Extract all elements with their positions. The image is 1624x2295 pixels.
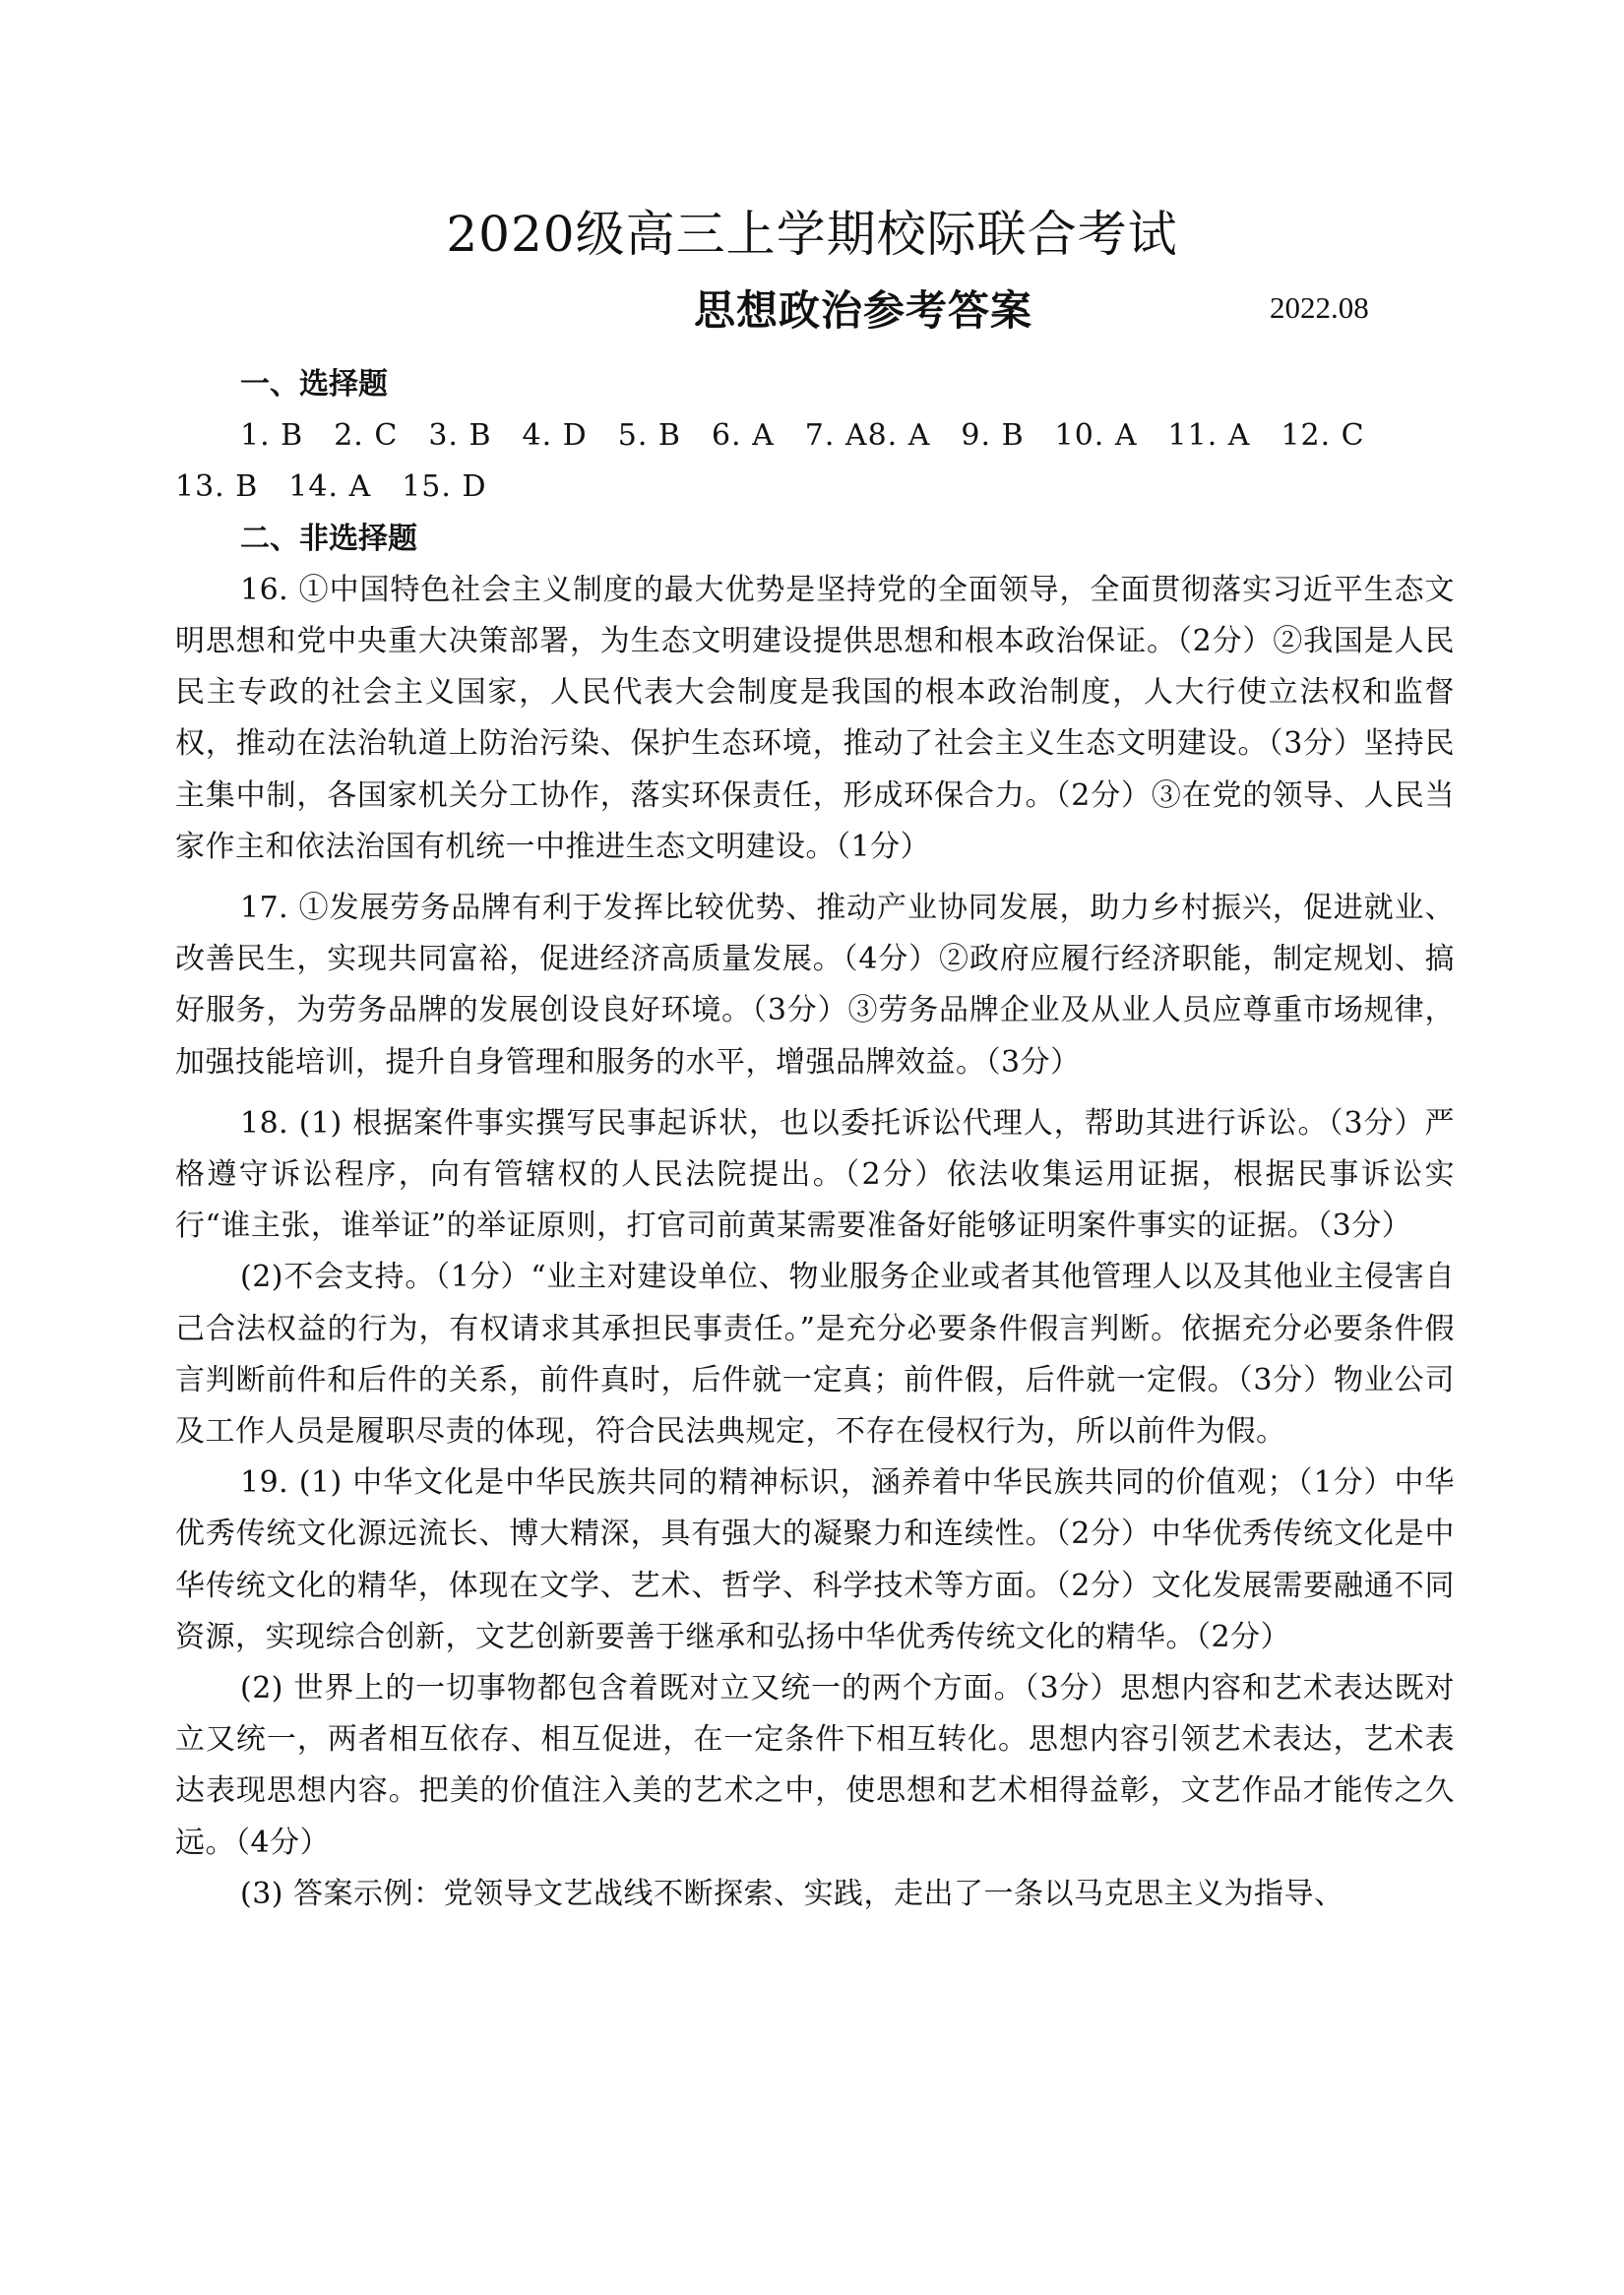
exam-date: 2022.08 — [1270, 290, 1369, 325]
answer-18-2: (2)不会支持。（1分）“业主对建设单位、物业服务企业或者其他管理人以及其他业主侵害自己合法权益的行为，有权请求其承担民事责任。”是充分必要条件假言判断。依据充分必要条件假言判断前件和后件的关系，前件真时，后件就一定真；前件假，后件就一定假。（3分）物业公司及工作人员是履职尽责的体现，符合民法典规定，不存在侵权行为，所以前件为假。 — [175, 1260, 1455, 1450]
answer-19-3: (3) 答案示例：党领导文艺战线不断探索、实践，走出了一条以马克思主义为指导、 — [240, 1876, 1344, 1911]
exam-title: 2020级高三上学期校际联合考试 — [446, 206, 1178, 263]
answer-19-1: 19. (1) 中华文化是中华民族共同的精神标识，涵养着中华民族共同的价值观；（1分）中华优秀传统文化源远流长、博大精深，具有强大的凝聚力和连续性。（2分）中华优秀传统文化是中华传统文化的精华，体现在文学、艺术、哲学、科学技术等方面。（2分）文化发展需要融通不同资源，实现综合创新，文艺创新要善于继承和弘扬中华优秀传统文化的精华。（2分） — [175, 1465, 1455, 1654]
section-heading-non-choice: 二、非选择题 — [240, 521, 417, 556]
answer-key-subtitle: 思想政治参考答案 — [694, 286, 1033, 335]
answer-17: 17. ①发展劳务品牌有利于发挥比较优势、推动产业协同发展，助力乡村振兴，促进就业、改善民生，实现共同富裕，促进经济高质量发展。（4分）②政府应履行经济职能，制定规划、搞好服务，为劳务品牌的发展创设良好环境。（3分）③劳务品牌企业及从业人员应尊重市场规律，加强技能培训，提升自身管理和服务的水平，增强品牌效益。（3分） — [175, 891, 1455, 1080]
answer-19-2: (2) 世界上的一切事物都包含着既对立又统一的两个方面。（3分）思想内容和艺术表达既对立又统一，两者相互依存、相互促进，在一定条件下相互转化。思想内容引领艺术表达，艺术表达表现思想内容。把美的价值注入美的艺术之中，使思想和艺术相得益彰，文艺作品才能传之久远。（4分） — [175, 1671, 1455, 1860]
answer-16: 16. ①中国特色社会主义制度的最大优势是坚持党的全面领导，全面贯彻落实习近平生态文明思想和党中央重大决策部署，为生态文明建设提供思想和根本政治保证。（2分）②我国是人民民主专政的社会主义国家，人民代表大会制度是我国的根本政治制度，人大行使立法权和监督权，推动在法治轨道上防治污染、保护生态环境，推动了社会主义生态文明建设。（3分）坚持民主集中制，各国家机关分工协作，落实环保责任，形成环保合力。（2分）③在党的领导、人民当家作主和依法治国有机统一中推进生态文明建设。（1分） — [175, 572, 1455, 864]
choice-answers-line-1: 1. B 2. C 3. B 4. D 5. B 6. A 7. A8. A 9. B 10. A 11. A 12. C — [240, 418, 1365, 454]
choice-answers-line-2: 13. B 14. A 15. D — [175, 469, 487, 505]
answer-18-1: 18. (1) 根据案件事实撰写民事起诉状，也以委托诉讼代理人，帮助其进行诉讼。（3分）严格遵守诉讼程序，向有管辖权的人民法院提出。（2分）依法收集运用证据，根据民事诉讼实行“谁主张，谁举证”的举证原则，打官司前黄某需要准备好能够证明案件事实的证据。（3分） — [175, 1105, 1455, 1244]
answer-body — [175, 359, 1455, 1920]
section-heading-choice: 一、选择题 — [240, 367, 388, 402]
